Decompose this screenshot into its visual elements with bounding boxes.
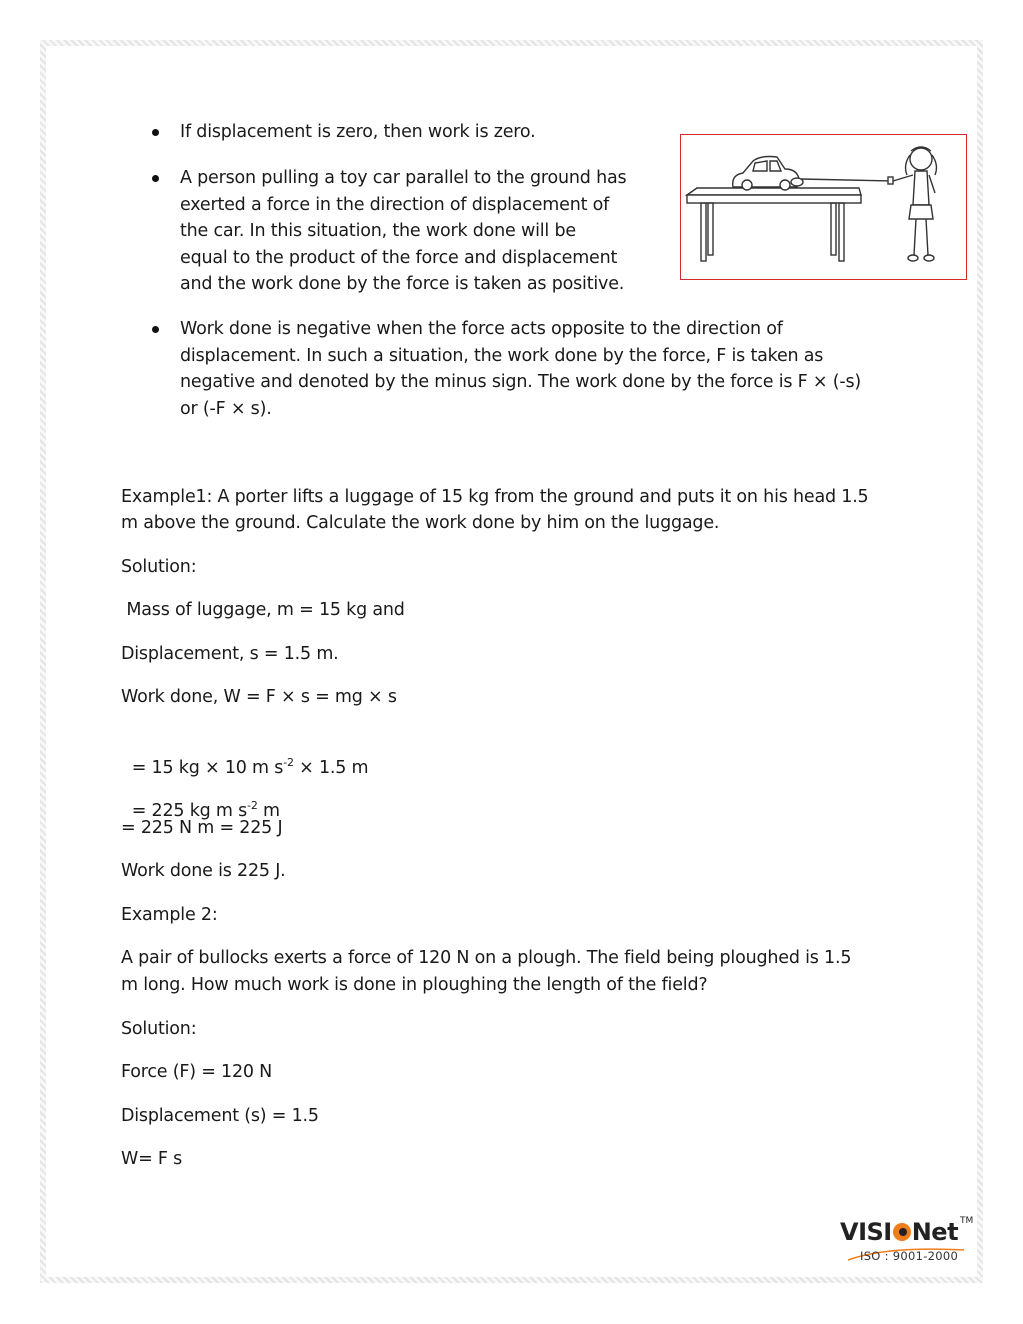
example2-solution-label: Solution: <box>121 1019 197 1039</box>
visionet-logo <box>840 1216 980 1268</box>
bullet-dot <box>152 326 159 333</box>
logo-wordmark <box>840 1218 958 1246</box>
bullet-text-positive-work-line5: and the work done by the force is taken as positive. <box>180 274 625 294</box>
example1-solution-label: Solution: <box>121 557 197 577</box>
logo-brand-post: Net <box>911 1218 959 1246</box>
bullet-dot <box>152 175 159 182</box>
example2-question-line2: m long. How much work is done in ploughing the length of the field? <box>121 975 708 995</box>
example1-question-line2: m above the ground. Calculate the work done by him on the luggage. <box>121 513 720 533</box>
example1-displacement: Displacement, s = 1.5 m. <box>121 644 339 664</box>
logo-iso-certification: ISO : 9001-2000 <box>860 1249 959 1263</box>
bullet-text-negative-work-line4: or (-F × s). <box>180 399 272 419</box>
bullet-text-positive-work-line2: exerted a force in the direction of displacement of <box>180 195 610 215</box>
bullet-text-zero-displacement: If displacement is zero, then work is zero. <box>180 122 536 142</box>
example1-mass: Mass of luggage, m = 15 kg and <box>121 600 405 620</box>
example1-step3: = 225 N m = 225 J <box>121 818 283 838</box>
example1-step2-pre: = 225 kg m s <box>131 800 248 821</box>
example1-step1-exponent: -2 <box>283 755 294 769</box>
bullet-text-positive-work-line4: equal to the product of the force and displacement <box>180 248 618 268</box>
example1-question-line1: Example1: A porter lifts a luggage of 15 kg from the ground and puts it on his head 1.5 <box>121 487 869 507</box>
example1-step1-post: × 1.5 m <box>293 757 369 778</box>
bullet-text-positive-work-line3: the car. In this situation, the work done will be <box>180 221 576 241</box>
logo-brand-pre: VISI <box>840 1218 892 1246</box>
example1-step2-post: m <box>257 800 280 821</box>
bullet-text-negative-work-line3: negative and denoted by the minus sign. The work done by the force is F × (-s) <box>180 372 862 392</box>
bullet-dot <box>152 129 159 136</box>
example2-heading: Example 2: <box>121 905 218 925</box>
example2-question-line1: A pair of bullocks exerts a force of 120 N on a plough. The field being ploughed is 1.5 <box>121 948 852 968</box>
example1-work-formula: Work done, W = F × s = mg × s <box>121 687 397 707</box>
example1-answer: Work done is 225 J. <box>121 861 286 881</box>
logo-eye-icon <box>893 1223 911 1241</box>
bullet-text-negative-work-line2: displacement. In such a situation, the work done by the force, F is taken as <box>180 346 824 366</box>
example1-step1-pre: = 15 kg × 10 m s <box>131 757 284 778</box>
toy-car-illustration <box>680 134 967 280</box>
logo-trademark: TM <box>960 1216 974 1226</box>
example2-force: Force (F) = 120 N <box>121 1062 273 1082</box>
bullet-text-positive-work-line1: A person pulling a toy car parallel to the ground has <box>180 168 627 188</box>
bullet-text-negative-work-line1: Work done is negative when the force acts opposite to the direction of <box>180 319 783 339</box>
example2-formula: W= F s <box>121 1149 183 1169</box>
example1-step2-exponent: -2 <box>247 798 258 812</box>
example2-displacement: Displacement (s) = 1.5 <box>121 1106 319 1126</box>
girl-pulling-toy-car-drawing <box>681 135 965 278</box>
